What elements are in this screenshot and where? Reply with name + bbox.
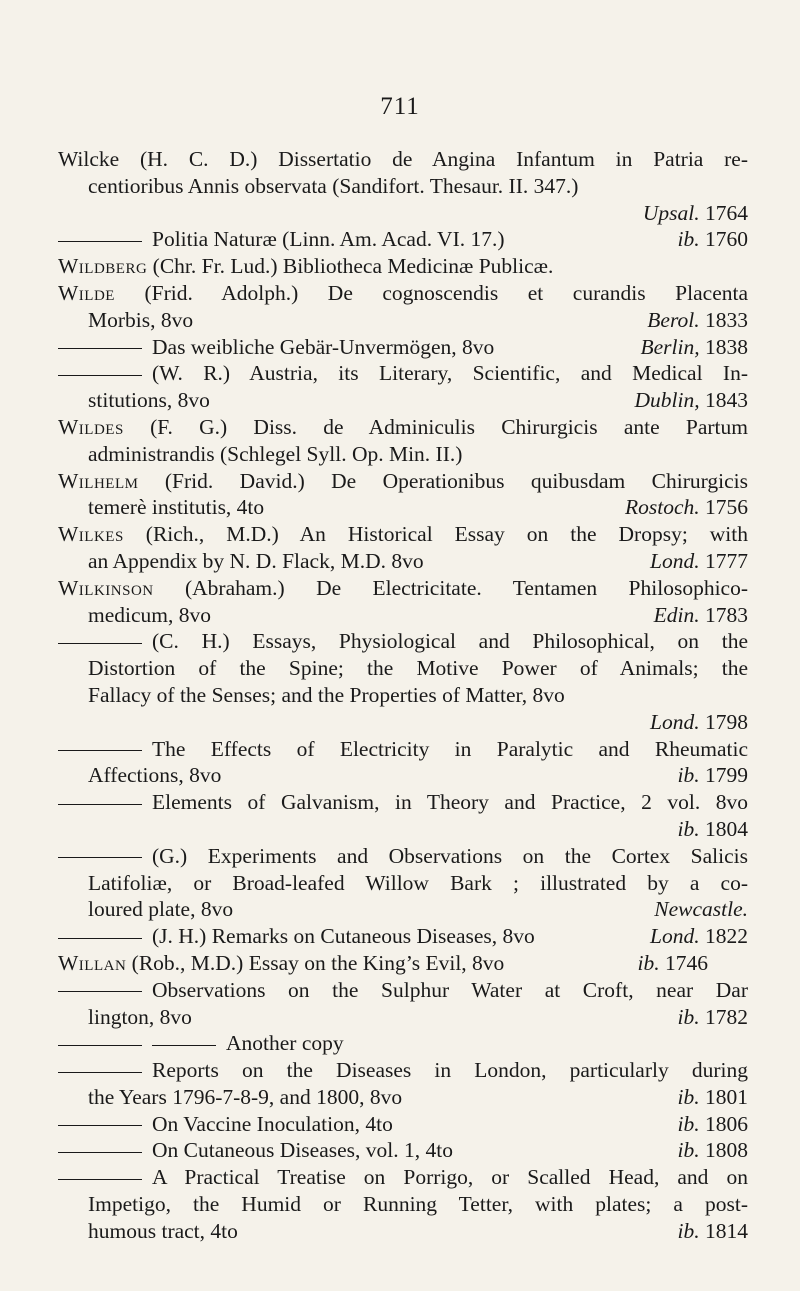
entry-willan-porrigo — [58, 1164, 748, 1244]
entry-wilkinson-galvanism — [58, 789, 748, 843]
author-name: Wilde — [58, 280, 115, 305]
imprint-place: Newcastle. — [654, 897, 748, 922]
ditto-dash — [58, 241, 142, 242]
imprint-year: 1782 — [705, 1004, 748, 1029]
imprint-year: 1764 — [705, 200, 748, 225]
entry-line — [58, 896, 748, 923]
ditto-dash — [58, 375, 142, 376]
ditto-dash — [58, 804, 142, 805]
imprint-place: Edin. — [653, 602, 700, 627]
entry-line — [58, 762, 748, 789]
entry-text: (Frid. David.) De Operationibus quibusdam Chirurgicis — [164, 468, 748, 493]
catalogue-entries — [58, 146, 748, 1245]
imprint-place: ib. — [677, 1218, 700, 1243]
entry-wilcke-politia — [58, 226, 748, 253]
entry-line — [58, 468, 748, 495]
entry-text: medicum, 8vo — [88, 602, 212, 627]
entry-text: Observations on the Sulphur Water at Croft, near Dar — [152, 977, 748, 1002]
entry-willan-vaccine — [58, 1111, 748, 1138]
entry-wilkinson-cutaneous — [58, 923, 748, 950]
imprint-place: ib. — [677, 1111, 700, 1136]
imprint-year: 1783 — [705, 602, 748, 627]
entry-line — [58, 575, 748, 602]
entry-text: loured plate, 8vo — [88, 897, 234, 922]
entry-line — [58, 307, 748, 334]
ditto-dash — [58, 348, 142, 349]
entry-text: an Appendix by N. D. Flack, M.D. 8vo — [88, 548, 424, 573]
imprint — [58, 709, 748, 736]
entry-wilkinson-salicis — [58, 843, 748, 923]
entry-line — [58, 950, 748, 977]
entry-line: centioribus Annis observata (Sandifort. Thesaur. II. 347.) — [88, 173, 579, 198]
entry-wilde-placenta — [58, 280, 748, 334]
ditto-dash — [58, 1045, 142, 1046]
imprint-place: ib. — [677, 1004, 700, 1029]
entry-line — [58, 736, 748, 763]
entry-wilde-austria — [58, 360, 748, 414]
entry-willan-reports — [58, 1057, 748, 1111]
entry-text: (F. G.) Diss. de Adminiculis Chirurgicis ante Partum — [150, 414, 748, 439]
imprint-place: Lond. — [650, 548, 700, 573]
entry-text: (C. H.) Essays, Physiological and Philosophical, on the — [152, 629, 748, 654]
entry-willan-cutaneous — [58, 1137, 748, 1164]
entry-line — [58, 977, 748, 1004]
imprint-year: 1838 — [705, 334, 748, 359]
imprint — [58, 816, 748, 843]
entry-wilcke-dissertatio — [58, 146, 748, 226]
imprint-place: Lond. — [650, 709, 700, 734]
author-name: Willan — [58, 950, 127, 975]
entry-text: (J. H.) Remarks on Cutaneous Diseases, 8vo — [152, 924, 535, 949]
imprint-place: Rostoch. — [624, 495, 700, 520]
entry-text: the Years 1796-7-8-9, and 1800, 8vo — [88, 1084, 403, 1109]
entry-line — [58, 548, 748, 575]
imprint-year: 1804 — [705, 816, 748, 841]
entry-line — [58, 1111, 748, 1138]
imprint-year: 1746 — [665, 950, 708, 975]
imprint-year: 1756 — [705, 495, 748, 520]
entry-willan-kings-evil — [58, 950, 748, 977]
imprint-place: Dublin, — [634, 388, 700, 413]
imprint-year: 1760 — [705, 227, 748, 252]
imprint — [58, 200, 748, 227]
entry-line — [58, 414, 748, 441]
author-name: Wilkes — [58, 522, 124, 547]
imprint-year: 1843 — [705, 388, 748, 413]
entry-line: Distortion of the Spine; the Motive Power of Animals; the — [88, 656, 748, 681]
entry-line — [58, 521, 748, 548]
entry-text: (G.) Experiments and Observations on the Cortex Salicis — [152, 843, 748, 868]
entry-wilkinson-electricitate — [58, 575, 748, 629]
entry-text: temerè institutis, 4to — [88, 495, 265, 520]
entry-line — [58, 1218, 748, 1245]
imprint-year: 1798 — [705, 709, 748, 734]
author-name: Wildberg — [58, 254, 148, 279]
entry-line — [58, 334, 748, 361]
imprint-place: ib. — [677, 1084, 700, 1109]
entry-wildberg — [58, 253, 748, 280]
imprint-place: ib. — [637, 950, 660, 975]
entry-text: Elements of Galvanism, in Theory and Practice, 2 vol. 8vo — [152, 790, 748, 815]
entry-line: Latifoliæ, or Broad-leafed Willow Bark ; illustrated by a co- — [88, 870, 748, 895]
imprint-year: 1822 — [705, 924, 748, 949]
entry-willan-another-copy — [58, 1030, 748, 1057]
entry-line — [58, 923, 748, 950]
author-name: Wildes — [58, 414, 124, 439]
entry-text: (Abraham.) De Electricitate. Tentamen Philosophico- — [185, 575, 748, 600]
imprint-place: Berol. — [647, 307, 700, 332]
ditto-dash — [58, 1179, 142, 1180]
entry-text: A Practical Treatise on Porrigo, or Scalled Head, and on — [152, 1165, 748, 1190]
ditto-dash — [58, 750, 142, 751]
entry-line — [58, 1137, 748, 1164]
imprint-year: 1833 — [705, 307, 748, 332]
ditto-dash — [58, 643, 142, 644]
imprint-place: ib. — [677, 227, 700, 252]
entry-line: Fallacy of the Senses; and the Properties of Matter, 8vo — [88, 682, 565, 707]
entry-text: (Chr. Fr. Lud.) Bibliotheca Medicinæ Publicæ. — [152, 254, 554, 279]
entry-line — [58, 602, 748, 629]
imprint-place: ib. — [677, 763, 700, 788]
entry-text: (W. R.) Austria, its Literary, Scientific, and Medical In- — [152, 361, 748, 386]
ditto-dash — [152, 1045, 216, 1046]
imprint-place: ib. — [677, 1138, 700, 1163]
imprint-place: Berlin, — [640, 334, 700, 359]
imprint-year: 1814 — [705, 1218, 748, 1243]
entry-text: (Rich., M.D.) An Historical Essay on the Dropsy; with — [145, 522, 748, 547]
entry-text: The Effects of Electricity in Paralytic and Rheumatic — [152, 736, 748, 761]
entry-text: Another copy — [226, 1031, 344, 1056]
entry-wilkinson-essays — [58, 628, 748, 735]
entry-line — [58, 1084, 748, 1111]
entry-text: Morbis, 8vo — [88, 307, 194, 332]
imprint-year: 1799 — [705, 763, 748, 788]
entry-title: Politia Naturæ (Linn. Am. Acad. VI. 17.) — [152, 227, 505, 252]
entry-text: On Cutaneous Diseases, vol. 1, 4to — [152, 1138, 453, 1163]
entry-line — [58, 1004, 748, 1031]
imprint-year: 1806 — [705, 1111, 748, 1136]
imprint-place: Upsal. — [642, 200, 700, 225]
entry-line — [58, 843, 748, 870]
entry-line — [58, 1057, 748, 1084]
entry-line — [58, 1030, 748, 1057]
entry-line — [58, 280, 748, 307]
entry-line — [58, 628, 748, 655]
entry-wilkes — [58, 521, 748, 575]
imprint-year: 1777 — [705, 548, 748, 573]
entry-willan-sulphur — [58, 977, 748, 1031]
ditto-dash — [58, 938, 142, 939]
entry-text: lington, 8vo — [88, 1004, 192, 1029]
entry-line — [58, 789, 748, 816]
entry-wilde-gebar — [58, 334, 748, 361]
imprint-place: Lond. — [650, 924, 700, 949]
entry-text: (Frid. Adolph.) De cognoscendis et curandis Placenta — [144, 280, 748, 305]
entry-text: (Rob., M.D.) Essay on the King’s Evil, 8vo — [131, 950, 505, 975]
entry-line: Wilcke (H. C. D.) Dissertatio de Angina Infantum in Patria re- — [58, 147, 748, 171]
entry-text: stitutions, 8vo — [88, 388, 210, 413]
ditto-dash — [58, 1152, 142, 1153]
entry-text: Reports on the Diseases in London, particularly during — [152, 1058, 748, 1083]
ditto-dash — [58, 857, 142, 858]
entry-text: Affections, 8vo — [88, 763, 222, 788]
author-name: Wilkinson — [58, 575, 154, 600]
page-number: 711 — [380, 93, 420, 120]
ditto-dash — [58, 1125, 142, 1126]
entry-line — [58, 360, 748, 387]
imprint-year: 1808 — [705, 1138, 748, 1163]
entry-text: On Vaccine Inoculation, 4to — [152, 1111, 393, 1136]
entry-wilhelm — [58, 468, 748, 522]
entry-line — [58, 387, 748, 414]
entry-line: administrandis (Schlegel Syll. Op. Min. II.) — [88, 441, 463, 466]
ditto-dash — [58, 991, 142, 992]
entry-text: humous tract, 4to — [88, 1218, 238, 1243]
entry-line — [58, 494, 748, 521]
entry-line — [58, 226, 748, 253]
entry-line: Impetigo, the Humid or Running Tetter, with plates; a post- — [88, 1192, 748, 1217]
entry-line — [58, 253, 748, 280]
entry-wildes — [58, 414, 748, 468]
entry-title: Das weibliche Gebär-Unvermögen, 8vo — [152, 334, 495, 359]
imprint-year: 1801 — [705, 1084, 748, 1109]
imprint-place: ib. — [677, 816, 700, 841]
entry-line — [58, 1164, 748, 1191]
author-name: Wilhelm — [58, 468, 139, 493]
ditto-dash — [58, 1072, 142, 1073]
entry-wilkinson-electricity — [58, 736, 748, 790]
